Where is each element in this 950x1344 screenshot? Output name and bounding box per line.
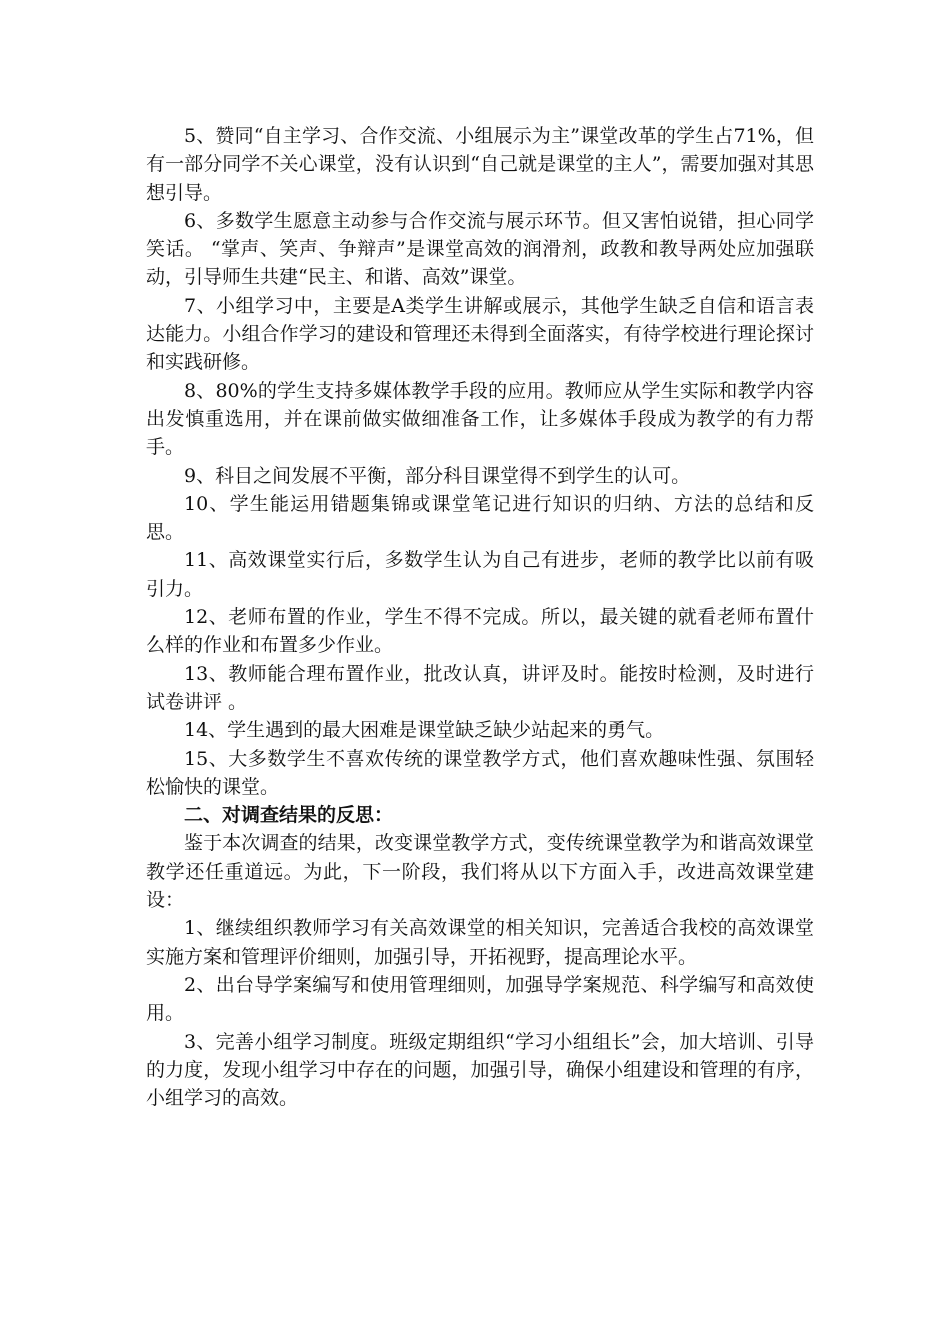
paragraph-item-10: 10、学生能运用错题集锦或课堂笔记进行知识的归纳、方法的总结和反思。 <box>146 492 814 544</box>
paragraph-item-15: 15、大多数学生不喜欢传统的课堂教学方式，他们喜欢趣味性强、氛围轻松愉快的课堂。 <box>146 747 814 798</box>
reflection-intro: 鉴于本次调查的结果，改变课堂教学方式，变传统课堂教学为和谐高效课堂教学还任重道远。为此，下一阶段，我们将从以下方面入手，改进高效课堂建设： <box>146 832 814 912</box>
paragraph-item-9: 9、科目之间发展不平衡，部分科目课堂得不到学生的认可。 <box>184 464 691 487</box>
paragraph-item-8: 8、80%的学生支持多媒体教学手段的应用。教师应从学生实际和教学内容出发慎重选用，并在课前做实做细准备工作，让多媒体手段成为教学的有力帮手。 <box>146 379 814 459</box>
measure-item-3: 3、完善小组学习制度。班级定期组织“学习小组组长”会，加大培训、引导的力度，发现小组学习中存在的问题，加强引导，确保小组建设和管理的有序，小组学习的高效。 <box>146 1030 814 1110</box>
measure-item-1: 1、继续组织教师学习有关高效课堂的相关知识，完善适合我校的高效课堂实施方案和管理评价细则，加强引导，开拓视野，提高理论水平。 <box>146 917 814 968</box>
document-body <box>146 122 814 1112</box>
section-heading: 二、对调查结果的反思： <box>184 804 394 827</box>
paragraph-item-5: 5、赞同“自主学习、合作交流、小组展示为主”课堂改革的学生占71%，但有一部分同学不关心课堂，没有认识到“自己就是课堂的主人”，需要加强对其思想引导。 <box>146 125 814 204</box>
paragraph-item-7: 7、小组学习中，主要是A类学生讲解或展示，其他学生缺乏自信和语言表达能力。小组合作学习的建设和管理还未得到全面落实，有待学校进行理论探讨和实践研修。 <box>146 294 814 374</box>
paragraph-item-11: 11、高效课堂实行后，多数学生认为自己有进步，老师的教学比以前有吸引力。 <box>146 549 814 600</box>
paragraph-item-13: 13、教师能合理布置作业，批改认真，讲评及时。能按时检测，及时进行试卷讲评 。 <box>146 662 814 713</box>
paragraph-item-12: 12、老师布置的作业，学生不得不完成。所以，最关键的就看老师布置什么样的作业和布置多少作业。 <box>146 606 814 657</box>
paragraph-item-14: 14、学生遇到的最大困难是课堂缺乏缺少站起来的勇气。 <box>184 719 665 742</box>
paragraph-item-6: 6、多数学生愿意主动参与合作交流与展示环节。但又害怕说错，担心同学笑话。 “掌声、笑声、争辩声”是课堂高效的润滑剂，政教和教导两处应加强联动，引导师生共建“民主、和谐、高效”课堂。 <box>146 209 814 289</box>
measure-item-2: 2、出台导学案编写和使用管理细则，加强导学案规范、科学编写和高效使用。 <box>146 973 814 1025</box>
